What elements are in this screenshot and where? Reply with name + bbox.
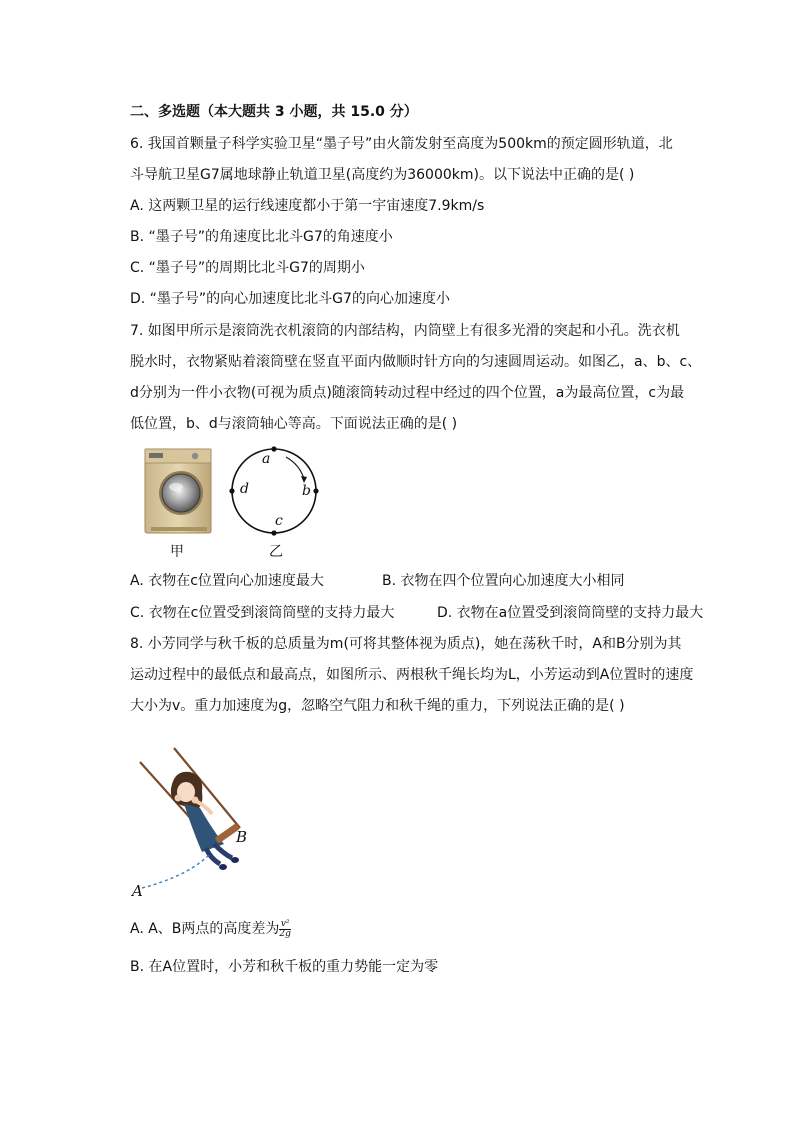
figure-caption-jia: 甲 xyxy=(170,544,184,560)
label-B: B xyxy=(236,828,248,846)
q7-option-a: A. 衣物在c位置向心加速度最大 xyxy=(130,573,324,589)
point-a xyxy=(271,446,276,451)
washing-machine-figure xyxy=(143,447,215,535)
q8-option-a xyxy=(130,919,291,939)
fraction-numerator: v² xyxy=(280,918,290,929)
arrow-head xyxy=(301,476,307,483)
q6-stem-line2: 斗导航卫星G7属地球静止轨道卫星(高度约为36000km)。以下说法中正确的是( ) xyxy=(130,167,635,183)
q8-option-b: B. 在A位置时，小芳和秋千板的重力势能一定为零 xyxy=(130,959,439,975)
point-b xyxy=(313,488,318,493)
label-b: b xyxy=(302,483,311,499)
fraction-v2-over-2g xyxy=(279,920,291,939)
q8-option-a-text: A. A、B两点的高度差为 xyxy=(130,921,280,937)
fraction-denominator: 2g xyxy=(279,928,291,939)
drum-circle-figure xyxy=(224,443,324,539)
label-A: A xyxy=(132,882,143,900)
label-c: c xyxy=(275,513,283,529)
q7-stem-line2: 脱水时，衣物紧贴着滚筒壁在竖直平面内做顺时针方向的匀速圆周运动。如图乙，a、b、c、 xyxy=(130,354,702,370)
q8-stem-line3: 大小为v。重力加速度为g，忽略空气阻力和秋千绳的重力，下列说法正确的是( ) xyxy=(130,698,625,714)
swing-trajectory xyxy=(142,854,210,888)
q7-option-d: D. 衣物在a位置受到滚筒筒壁的支持力最大 xyxy=(437,605,704,621)
label-a: a xyxy=(262,451,271,467)
q6-option-c: C. “墨子号”的周期比北斗G7的周期小 xyxy=(130,260,365,276)
q7-stem-line4: 低位置，b、d与滚筒轴心等高。下面说法正确的是( ) xyxy=(130,416,458,432)
label-d: d xyxy=(240,481,249,497)
q6-option-a: A. 这两颗卫星的运行线速度都小于第一宇宙速度7.9km/s xyxy=(130,198,485,214)
section-title: 二、多选题（本大题共 3 小题，共 15.0 分） xyxy=(130,104,418,120)
point-c xyxy=(271,530,276,535)
q7-option-b: B. 衣物在四个位置向心加速度大小相同 xyxy=(382,573,625,589)
point-d xyxy=(229,488,234,493)
q8-stem-line2: 运动过程中的最低点和最高点，如图所示、两根秋千绳长均为L，小芳运动到A位置时的速度 xyxy=(130,667,694,683)
q7-stem-line1: 7. 如图甲所示是滚筒洗衣机滚筒的内部结构，内筒壁上有很多光滑的突起和小孔。洗衣机 xyxy=(130,323,680,339)
figure-caption-yi: 乙 xyxy=(269,544,283,560)
q6-option-d: D. “墨子号”的向心加速度比北斗G7的向心加速度小 xyxy=(130,291,450,307)
q7-option-c: C. 衣物在c位置受到滚筒筒壁的支持力最大 xyxy=(130,605,395,621)
q6-option-b: B. “墨子号”的角速度比北斗G7的角速度小 xyxy=(130,229,393,245)
q7-stem-line3: d分别为一件小衣物(可视为质点)随滚筒转动过程中经过的四个位置，a为最高位置，c为最 xyxy=(130,385,685,401)
clockwise-arrow xyxy=(286,457,304,479)
swing-figure xyxy=(128,740,268,900)
q8-stem-line1: 8. 小芳同学与秋千板的总质量为m(可将其整体视为质点)，她在荡秋千时，A和B分别为其 xyxy=(130,636,682,652)
q6-stem-line1: 6. 我国首颗量子科学实验卫星“墨子号”由火箭发射至高度为500km的预定圆形轨道，北 xyxy=(130,136,673,152)
